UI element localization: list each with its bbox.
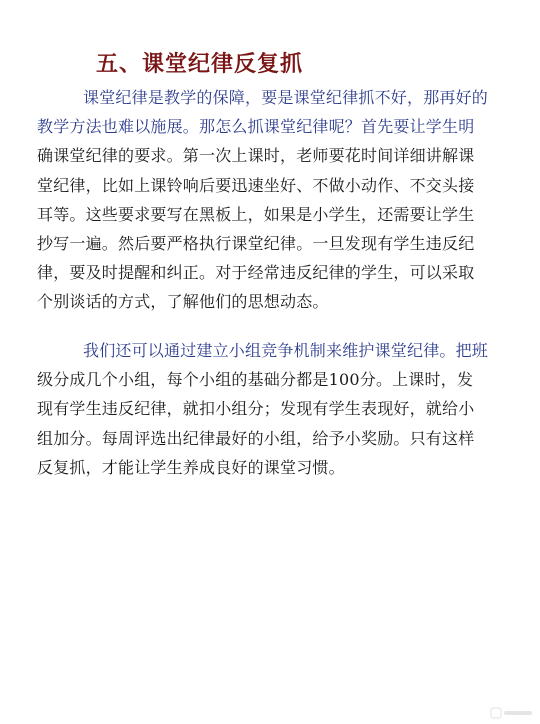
paragraph-1-line: 确课堂纪律的要求。第一次上课时，老师要花时间详细讲解课 (37, 146, 475, 166)
paragraph-1-line: 堂纪律，比如上课铃响后要迅速坐好、不做小动作、不交头接 (37, 175, 475, 195)
paragraph-1-line: 教学方法也难以施展。那怎么抓课堂纪律呢？首先要让学生明 (37, 117, 475, 137)
paragraph-2-line: 组加分。每周评选出纪律最好的小组，给予小奖励。只有这样 (37, 428, 475, 448)
paragraph-2-line: 级分成几个小组，每个小组的基础分都是100分。上课时，发 (37, 370, 474, 390)
paragraph-2 (37, 336, 505, 482)
paragraph-1 (37, 83, 505, 317)
watermark-logo-icon (490, 706, 534, 720)
paragraph-2-line: 我们还可以通过建立小组竞争机制来维护课堂纪律。把班 (83, 341, 489, 360)
paragraph-1-line: 耳等。这些要求要写在黑板上，如果是小学生，还需要让学生 (37, 204, 475, 224)
paragraph-1-line: 抄写一遍。然后要严格执行课堂纪律。一旦发现有学生违反纪 (37, 234, 475, 254)
paragraph-2-line: 现有学生违反纪律，就扣小组分；发现有学生表现好，就给小 (37, 399, 475, 419)
paragraph-1-line: 个别谈话的方式，了解他们的思想动态。 (37, 292, 329, 312)
paragraph-1-line: 课堂纪律是教学的保障，要是课堂纪律抓不好，那再好的 (83, 88, 489, 107)
section-heading: 五、课堂纪律反复抓 (96, 51, 304, 77)
paragraph-1-line: 律，要及时提醒和纠正。对于经常违反纪律的学生，可以采取 (37, 263, 475, 283)
paragraph-2-line: 反复抓，才能让学生养成良好的课堂习惯。 (37, 457, 345, 477)
